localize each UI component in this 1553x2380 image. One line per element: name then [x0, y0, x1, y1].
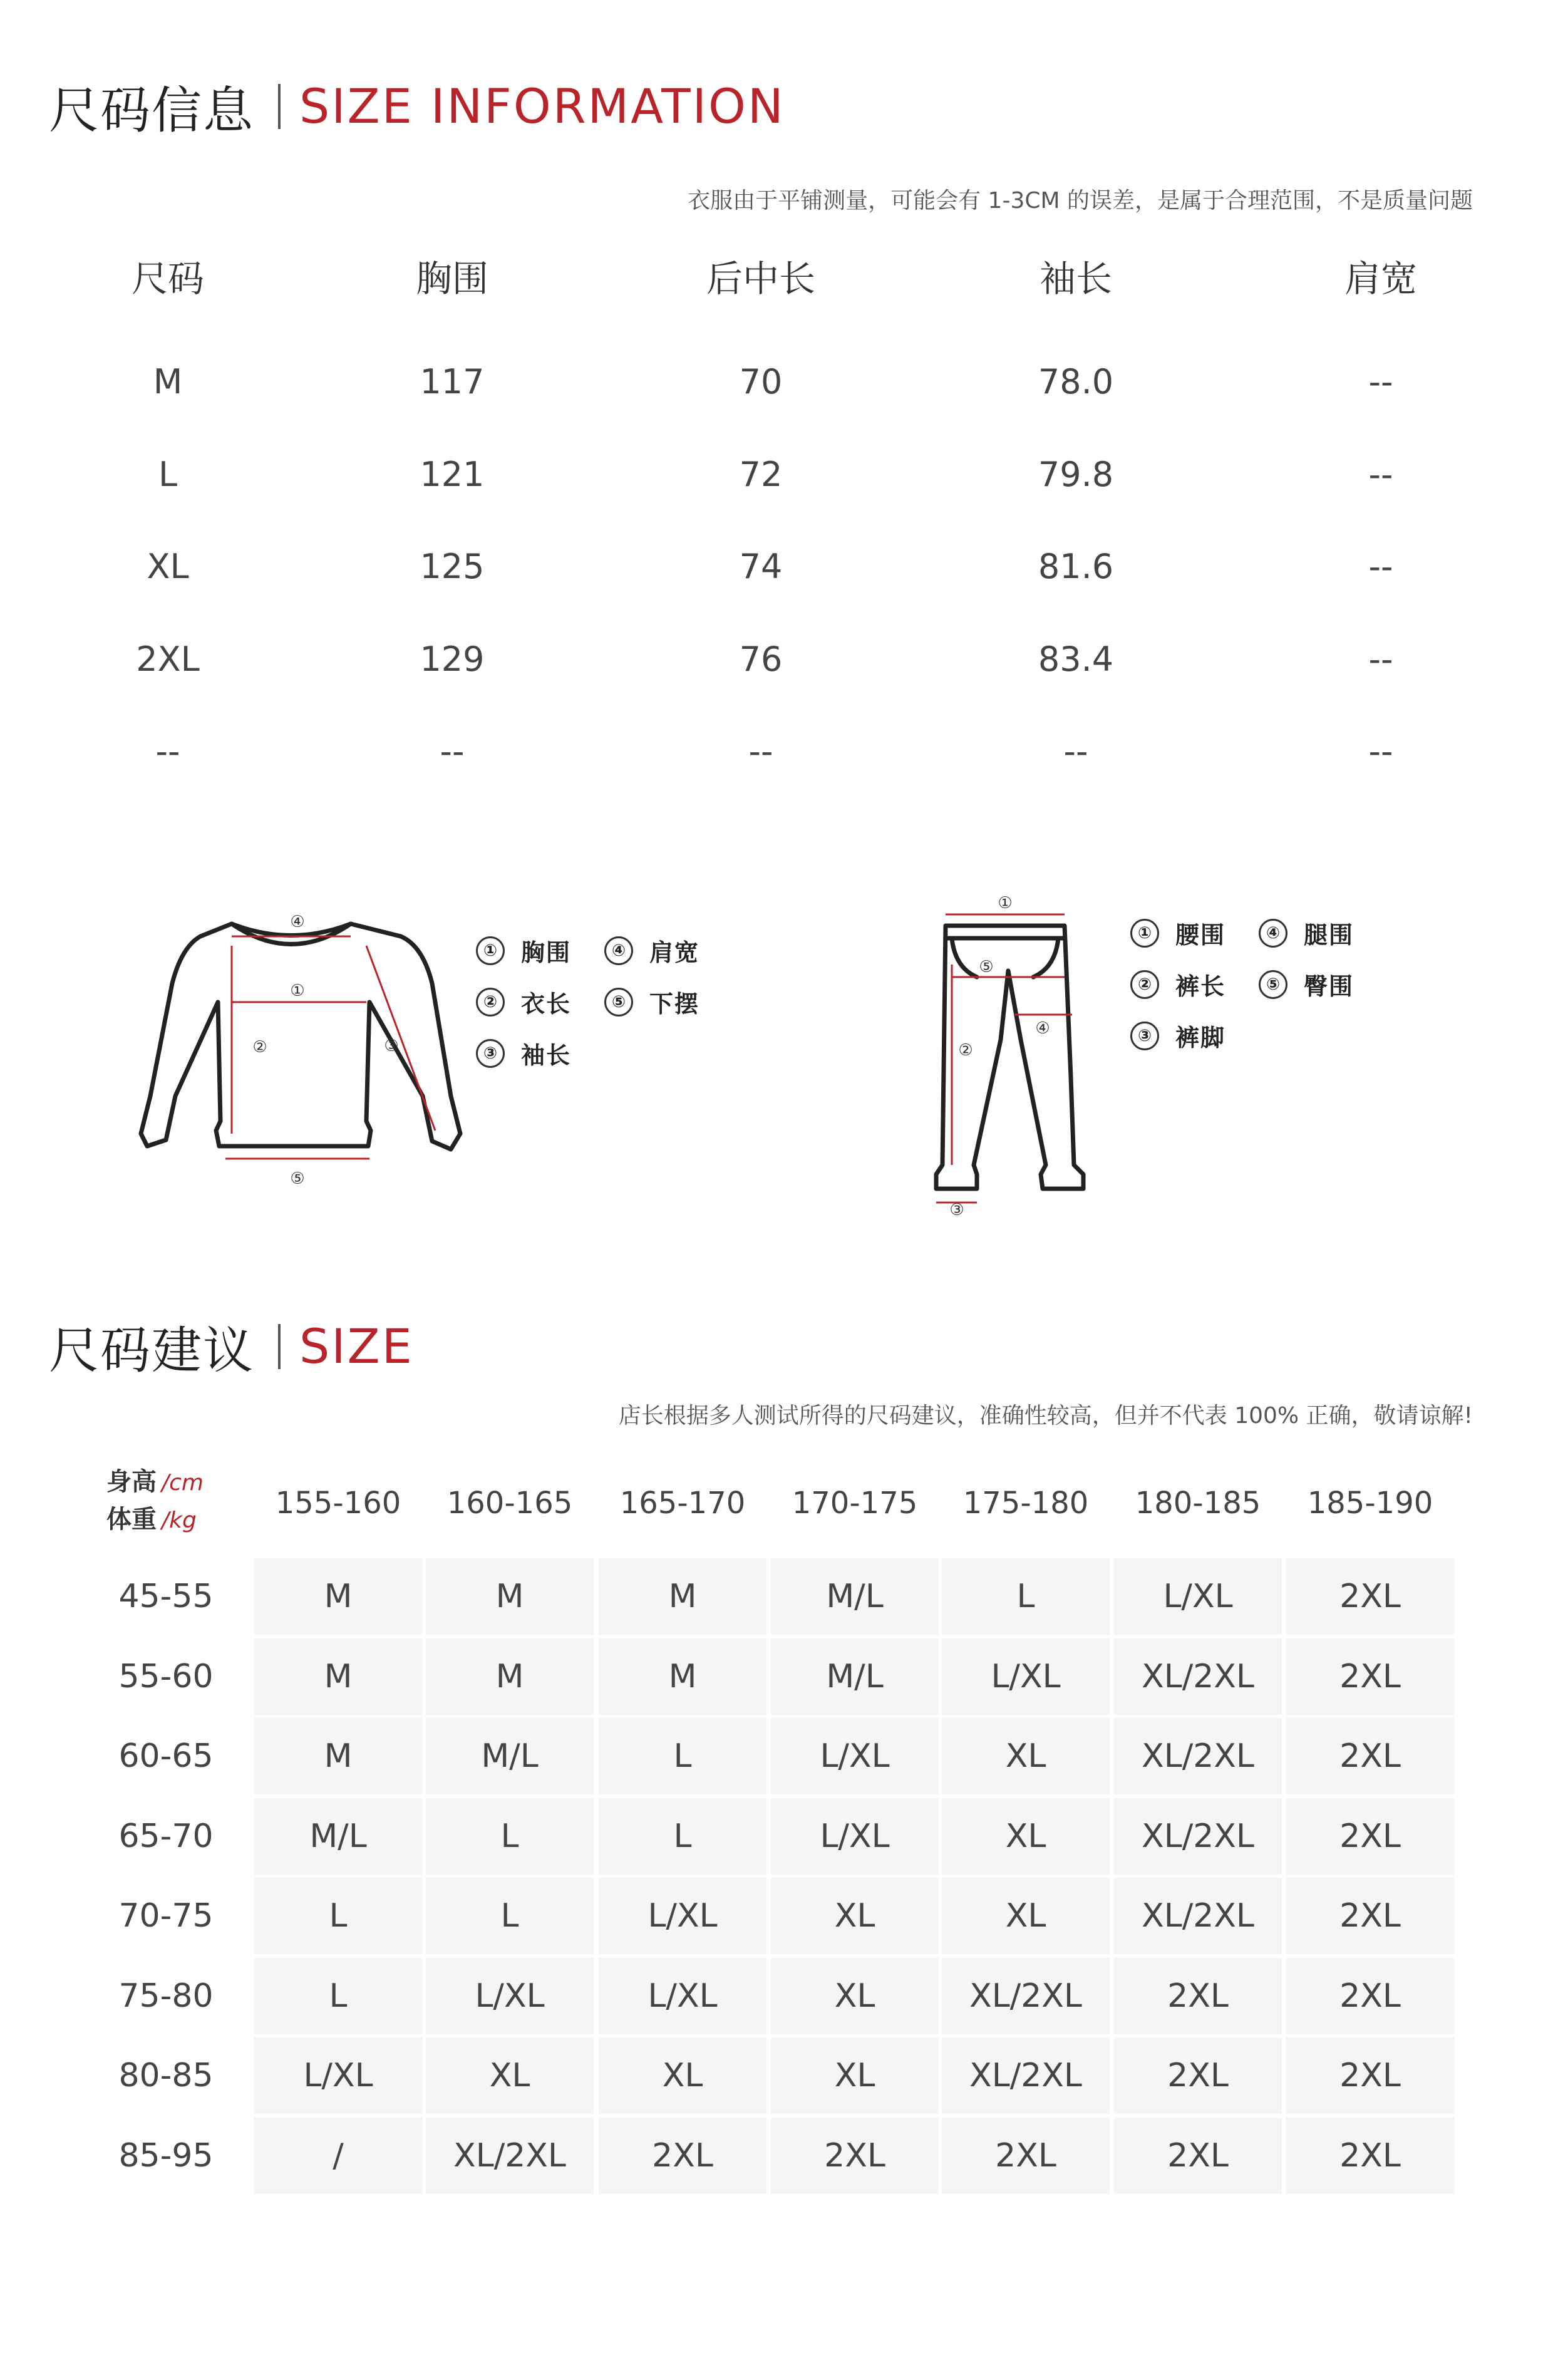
size-recommendation-cell: XL/2XL [1114, 1718, 1282, 1794]
size-table-row [0, 351, 1553, 413]
size-recommendation-cell: L/XL [1114, 1558, 1282, 1635]
legend-item [476, 933, 571, 968]
size-table-cell: M [153, 362, 183, 401]
legend-number-icon: ① [1130, 919, 1159, 948]
weight-row-header: 55-60 [118, 1657, 214, 1695]
size-recommendation-cell: 2XL [1286, 1958, 1454, 2034]
size-table-cell: 81.6 [1038, 547, 1114, 586]
size-recommendation-cell: L [599, 1798, 766, 1875]
size-recommendation-cell: 2XL [1114, 2037, 1282, 2114]
weight-row-header: 65-70 [118, 1817, 214, 1855]
height-column-header: 185-190 [1307, 1486, 1433, 1521]
size-table-cell: 74 [739, 547, 783, 586]
size-recommendation-cell: XL [771, 1878, 939, 1954]
size-recommendation-cell: 2XL [771, 2118, 939, 2194]
size-recommendation-cell: 2XL [1286, 1638, 1454, 1715]
size-table-header-cell: 袖长 [1039, 257, 1112, 300]
size-table-cell: -- [1368, 639, 1393, 679]
legend-number-icon: ⑤ [604, 988, 633, 1017]
weight-label: 体重 [106, 1505, 157, 1534]
legend-number-icon: ① [476, 936, 505, 965]
size-recommendation-cell: 2XL [1286, 1878, 1454, 1954]
size-advice-header [49, 1310, 414, 1382]
size-recommendation-cell: XL [942, 1798, 1110, 1875]
size-recommendation-cell: M/L [771, 1558, 939, 1635]
legend-item [476, 1036, 571, 1070]
legend-label: 肩宽 [649, 939, 700, 966]
legend-number-icon: ② [476, 988, 505, 1017]
height-column-header: 160-165 [446, 1486, 573, 1521]
height-label: 身高 [106, 1467, 157, 1496]
size-table-cell: 125 [420, 547, 485, 586]
size-table-header-cell: 尺码 [131, 257, 204, 300]
size-recommendation-cell: 2XL [1114, 1958, 1282, 2034]
weight-row-header: 70-75 [118, 1897, 214, 1935]
size-recommendation-cell: M [599, 1558, 766, 1635]
size-information-header [49, 70, 785, 142]
size-recommendation-cell: XL [942, 1718, 1110, 1794]
legend-label: 下摆 [649, 990, 700, 1018]
size-table-cell: 129 [420, 639, 485, 679]
size-table-cell: L [158, 455, 178, 494]
weight-row-header: 75-80 [118, 1977, 214, 2015]
legend-number-icon: ② [1130, 970, 1159, 999]
size-recommendation-cell: M [254, 1558, 422, 1635]
mark-shoulder: ④ [290, 913, 305, 931]
size-table-header-cell: 肩宽 [1344, 257, 1417, 300]
size-table-header-cell: 胸围 [415, 257, 488, 300]
legend-item [476, 985, 571, 1019]
mark-hem: ⑤ [290, 1169, 305, 1188]
size-recommendation-cell: L [942, 1558, 1110, 1635]
advice-note: 店长根据多人测试所得的尺码建议，准确性较高，但并不代表 100% 正确，敬请谅解! [618, 1403, 1473, 1429]
section-title-cn: 尺码信息 [49, 81, 254, 140]
height-column-header: 165-170 [619, 1486, 746, 1521]
legend-label: 衣长 [521, 990, 572, 1018]
mark-hip: ⑤ [979, 958, 994, 976]
size-recommendation-cell: XL [599, 2037, 766, 2114]
size-table-cell: -- [1063, 732, 1088, 771]
size-recommendation-cell: XL [426, 2037, 594, 2114]
legend-label: 袖长 [521, 1042, 572, 1069]
size-recommendation-cell: 2XL [1286, 1798, 1454, 1875]
size-table-row [0, 536, 1553, 598]
size-table-cell: 70 [739, 362, 783, 401]
weight-row-header: 85-95 [118, 2136, 214, 2175]
size-recommendation-cell: M [599, 1638, 766, 1715]
size-recommendation-cell: XL/2XL [1114, 1638, 1282, 1715]
size-recommendation-cell: M/L [254, 1798, 422, 1875]
height-column-header: 170-175 [792, 1486, 918, 1521]
size-table-cell: -- [748, 732, 773, 771]
size-recommendation-cell: L [426, 1798, 594, 1875]
size-recommendation-cell: XL [771, 1958, 939, 2034]
legend-number-icon: ④ [1259, 919, 1287, 948]
size-recommendation-cell: 2XL [599, 2118, 766, 2194]
size-recommendation-cell: L [254, 1878, 422, 1954]
size-recommendation-cell: M/L [771, 1638, 939, 1715]
height-unit: /cm [162, 1470, 204, 1496]
size-recommendation-cell: 2XL [1286, 2037, 1454, 2114]
size-table-row [0, 720, 1553, 783]
weight-row-header: 60-65 [118, 1737, 214, 1775]
size-recommendation-cell: L/XL [426, 1958, 594, 2034]
size-recommendation-cell: XL/2XL [942, 2037, 1110, 2114]
legend-item [1130, 967, 1225, 1001]
mark-pants-length: ② [958, 1041, 973, 1060]
size-table-cell: -- [155, 732, 180, 771]
size-table-header [0, 247, 1553, 310]
size-recommendation-cell: XL [771, 2037, 939, 2114]
size-recommendation-cell: L/XL [942, 1638, 1110, 1715]
legend-label: 腰围 [1175, 921, 1226, 949]
legend-number-icon: ④ [604, 936, 633, 965]
size-recommendation-cell: 2XL [942, 2118, 1110, 2194]
weight-row-header: 80-85 [118, 2057, 214, 2094]
size-table-cell: 72 [739, 455, 783, 494]
legend-number-icon: ⑤ [1259, 970, 1287, 999]
size-table-cell: -- [1368, 455, 1393, 494]
size-table-cell: 79.8 [1038, 455, 1114, 494]
size-table-cell: 83.4 [1038, 639, 1114, 679]
legend-label: 腿围 [1304, 921, 1354, 949]
weight-unit: /kg [162, 1508, 197, 1533]
mark-sleeve: ③ [384, 1037, 399, 1055]
size-recommendation-cell: XL/2XL [942, 1958, 1110, 2034]
table-corner-label [106, 1466, 204, 1541]
section-title-en: SIZE INFORMATION [299, 78, 785, 134]
size-table-row [0, 628, 1553, 691]
size-recommendation-cell: XL [942, 1878, 1110, 1954]
legend-number-icon: ③ [476, 1039, 505, 1068]
legend-label: 裤脚 [1175, 1024, 1226, 1052]
size-recommendation-cell: L [426, 1878, 594, 1954]
legend-item [1259, 967, 1354, 1001]
size-table-cell: 117 [420, 362, 485, 401]
size-table-cell: -- [440, 732, 465, 771]
size-recommendation-cell: 2XL [1286, 1718, 1454, 1794]
mark-thigh: ④ [1035, 1019, 1050, 1038]
size-table-cell: -- [1368, 732, 1393, 771]
size-recommendation-cell: M/L [426, 1718, 594, 1794]
size-recommendation-cell: M [426, 1558, 594, 1635]
size-recommendation-cell: L [599, 1718, 766, 1794]
height-column-header: 155-160 [275, 1486, 401, 1521]
size-table-cell: XL [147, 547, 189, 586]
measurement-note: 衣服由于平铺测量，可能会有 1-3CM 的误差，是属于合理范围，不是质量问题 [688, 188, 1473, 214]
size-recommendation-cell: L/XL [599, 1958, 766, 2034]
size-recommendation-cell: 2XL [1286, 1558, 1454, 1635]
size-recommendation-cell: XL/2XL [426, 2118, 594, 2194]
size-table-cell: -- [1368, 547, 1393, 586]
legend-label: 裤长 [1175, 973, 1226, 1000]
pants-diagram-icon [908, 889, 1096, 1215]
size-table-row [0, 443, 1553, 506]
mark-leg-opening: ③ [949, 1201, 964, 1215]
legend-item [1259, 916, 1354, 950]
mark-waist: ① [998, 894, 1013, 913]
legend-label: 胸围 [521, 939, 572, 966]
section2-title-cn: 尺码建议 [49, 1322, 254, 1380]
size-recommendation-cell: L/XL [771, 1798, 939, 1875]
size-recommendation-cell: L/XL [771, 1718, 939, 1794]
size-recommendation-cell: M [254, 1718, 422, 1794]
size-table-cell: 78.0 [1038, 362, 1114, 401]
sweater-diagram-icon [138, 908, 470, 1209]
legend-item [1130, 916, 1225, 950]
size-recommendation-cell: XL/2XL [1114, 1878, 1282, 1954]
height-column-header: 180-185 [1135, 1486, 1261, 1521]
mark-length: ② [252, 1038, 267, 1057]
size-recommendation-cell: XL/2XL [1114, 1798, 1282, 1875]
weight-row-header: 45-55 [118, 1578, 214, 1615]
size-recommendation-cell: 2XL [1114, 2118, 1282, 2194]
section2-title-en: SIZE [299, 1318, 414, 1374]
legend-label: 臀围 [1304, 973, 1354, 1000]
size-recommendation-cell: L [254, 1958, 422, 2034]
size-recommendation-cell: 2XL [1286, 2118, 1454, 2194]
size-table-cell: 76 [739, 639, 783, 679]
size-recommendation-cell: M [254, 1638, 422, 1715]
legend-number-icon: ③ [1130, 1022, 1159, 1050]
size-recommendation-cell: M [426, 1638, 594, 1715]
legend-item [604, 985, 699, 1019]
title-divider [278, 84, 281, 129]
legend-item [604, 933, 699, 968]
mark-chest: ① [290, 981, 305, 1000]
legend-item [1130, 1018, 1225, 1053]
size-recommendation-cell: L/XL [254, 2037, 422, 2114]
size-recommendation-cell: / [254, 2118, 422, 2194]
size-table-header-cell: 后中长 [706, 257, 815, 300]
size-recommendation-cell: L/XL [599, 1878, 766, 1954]
size-table-cell: 2XL [136, 639, 200, 679]
title-divider-2 [278, 1324, 281, 1369]
size-table-cell: -- [1368, 362, 1393, 401]
height-column-header: 175-180 [962, 1486, 1089, 1521]
size-table-cell: 121 [420, 455, 485, 494]
